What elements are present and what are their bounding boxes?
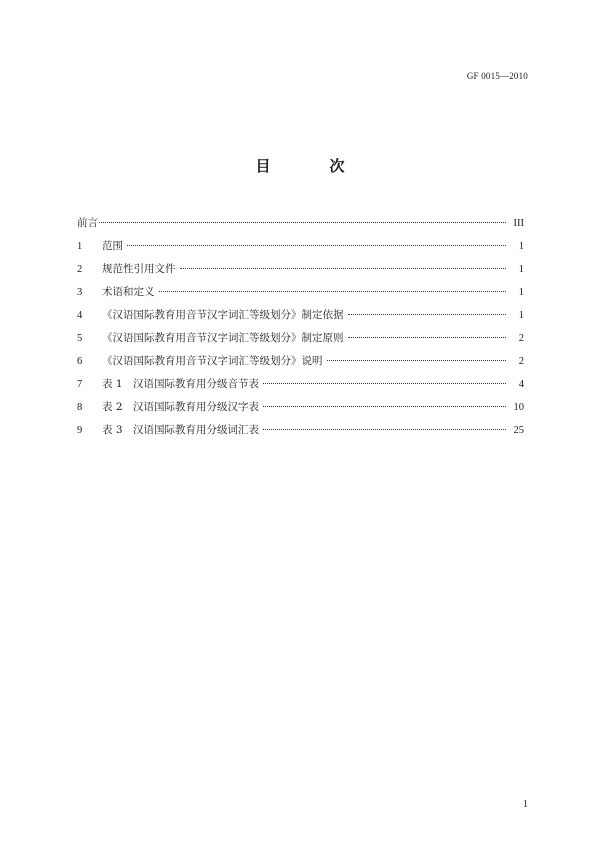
toc-entry-page: 2 (518, 333, 524, 344)
toc-entry-page: 1 (518, 287, 524, 298)
toc-entry-label: 术语和定义 (102, 286, 155, 298)
toc-entry-page: 10 (513, 402, 524, 413)
dot-leader (263, 406, 506, 407)
toc-entry-9[interactable] (77, 422, 524, 445)
toc-entry-label: 表 3 汉语国际教育用分级词汇表 (102, 424, 260, 436)
dot-leader (159, 291, 507, 292)
toc-entry-8[interactable] (77, 399, 524, 422)
toc-entry-7[interactable] (77, 376, 524, 399)
dot-leader (99, 222, 506, 223)
dot-leader (127, 245, 506, 246)
toc-entry-label: 规范性引用文件 (102, 263, 176, 275)
toc-entry-number: 8 (77, 402, 83, 413)
dot-leader (180, 268, 507, 269)
dot-leader (327, 360, 507, 361)
toc-entry-label: 前言 (77, 217, 98, 229)
toc-entry-1[interactable] (77, 238, 524, 261)
toc-entry-label: 表 2 汉语国际教育用分级汉字表 (102, 401, 260, 413)
toc-entry-label: 表 1 汉语国际教育用分级音节表 (102, 378, 260, 390)
toc-entry-3[interactable] (77, 284, 524, 307)
toc-entry-page: 4 (518, 379, 524, 390)
toc-entry-5[interactable] (77, 330, 524, 353)
toc-entry-4[interactable] (77, 307, 524, 330)
page-title: 目 次 (255, 157, 367, 175)
toc-entry-number: 7 (77, 379, 83, 390)
toc-entry-number: 2 (77, 264, 83, 275)
dot-leader (348, 337, 507, 338)
toc-entry-number: 9 (77, 425, 83, 436)
toc-entry-page: 1 (518, 310, 524, 321)
standard-code: GF 0015—2010 (466, 71, 528, 81)
toc-entry-label: 《汉语国际教育用音节汉字词汇等级划分》说明 (102, 355, 323, 367)
toc-entry-number: 6 (77, 356, 83, 367)
toc-entry-label: 《汉语国际教育用音节汉字词汇等级划分》制定原则 (102, 332, 344, 344)
toc-entry-page: 25 (513, 425, 524, 436)
dot-leader (263, 429, 506, 430)
toc-entry-label: 范围 (102, 240, 123, 252)
table-of-contents (77, 215, 524, 445)
toc-entry-page: III (513, 218, 524, 229)
toc-entry-number: 5 (77, 333, 83, 344)
toc-entry-page: 1 (518, 264, 524, 275)
page-number: 1 (523, 799, 528, 810)
dot-leader (348, 314, 507, 315)
dot-leader (263, 383, 506, 384)
toc-entry-number: 3 (77, 287, 83, 298)
toc-entry-page: 1 (518, 241, 524, 252)
toc-entry-page: 2 (518, 356, 524, 367)
toc-entry-foreword[interactable] (77, 215, 524, 238)
toc-entry-number: 4 (77, 310, 83, 321)
toc-entry-number: 1 (77, 241, 83, 252)
toc-entry-6[interactable] (77, 353, 524, 376)
toc-entry-2[interactable] (77, 261, 524, 284)
toc-entry-label: 《汉语国际教育用音节汉字词汇等级划分》制定依据 (102, 309, 344, 321)
